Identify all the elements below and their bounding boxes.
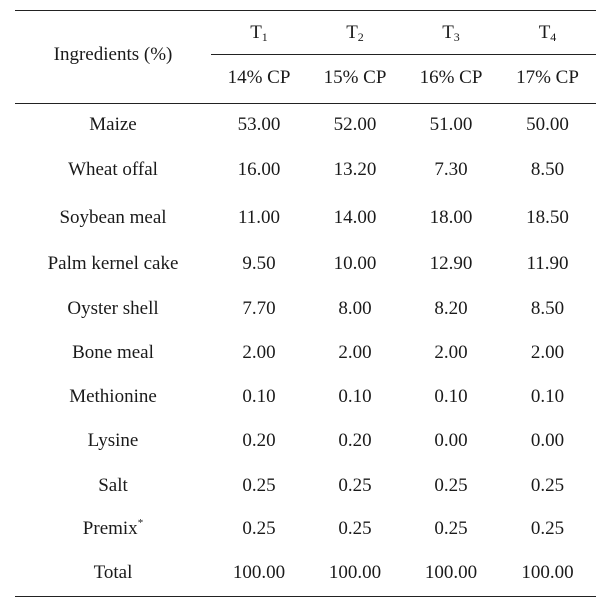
row-value-t1: 53.00 — [237, 114, 281, 135]
row-value-t3: 0.25 — [434, 518, 468, 539]
header-bottom-rule — [15, 103, 596, 104]
row-value-t2: 8.00 — [338, 298, 372, 319]
header-treatment-4: $T_4$ — [538, 22, 557, 44]
row-value-t1: 2.00 — [242, 342, 276, 363]
row-value-t3: 0.00 — [434, 430, 468, 451]
row-value-t4: 0.10 — [530, 386, 565, 407]
row-ingredient: Wheat offal — [68, 159, 158, 180]
row-value-t2: 52.00 — [333, 114, 377, 135]
row-value-t3: 100.00 — [424, 562, 478, 583]
footnote-marker: * — [137, 517, 144, 529]
row-value-t2: 14.00 — [333, 207, 377, 228]
header-treatment-1: $T_1$ — [250, 22, 268, 44]
row-value-t4: 0.25 — [530, 475, 565, 496]
row-value-t1: 100.00 — [232, 562, 286, 583]
row-value-t3: 2.00 — [434, 342, 468, 363]
row-value-t3: 0.10 — [434, 386, 468, 407]
row-value-t3: 18.00 — [429, 207, 473, 228]
row-value-t2: 0.25 — [338, 518, 372, 539]
row-value-t4: 8.50 — [530, 298, 565, 319]
row-value-t1: 0.25 — [242, 475, 276, 496]
row-value-t4: 0.25 — [530, 518, 565, 539]
row-value-t1: 16.00 — [237, 159, 281, 180]
row-value-t3: 7.30 — [434, 159, 468, 180]
row-value-t4: 2.00 — [530, 342, 565, 363]
row-value-t4: 18.50 — [526, 207, 569, 228]
row-value-t4: 8.50 — [530, 159, 565, 180]
table-top-rule — [15, 10, 596, 11]
row-value-t3: 12.90 — [429, 253, 473, 274]
row-ingredient: Salt — [98, 475, 128, 496]
row-value-t4: 11.90 — [526, 253, 569, 274]
row-value-t1: 0.20 — [242, 430, 276, 451]
header-treatment-2: $T_2$ — [346, 22, 364, 44]
row-value-t4: 0.00 — [530, 430, 565, 451]
row-value-t4: 50.00 — [526, 114, 569, 135]
row-value-t3: 0.25 — [434, 475, 468, 496]
row-ingredient: Total — [93, 562, 133, 583]
row-ingredient: Bone meal — [72, 342, 154, 363]
row-ingredient: Methionine — [69, 386, 157, 407]
row-value-t2: 0.25 — [338, 475, 372, 496]
row-ingredient: Lysine — [87, 430, 139, 451]
row-value-t2: 0.20 — [338, 430, 372, 451]
row-value-t1: 9.50 — [242, 253, 276, 274]
row-value-t2: 100.00 — [328, 562, 382, 583]
row-ingredient: Soybean meal — [59, 207, 167, 228]
header-cp-3: 16% CP — [419, 67, 483, 88]
row-ingredient: Maize — [89, 114, 137, 135]
row-ingredient: Palm kernel cake — [47, 253, 179, 274]
header-cp-2: 15% CP — [323, 67, 387, 88]
row-value-t2: 10.00 — [333, 253, 377, 274]
row-value-t1: 7.70 — [242, 298, 276, 319]
header-divider-rule — [211, 54, 596, 55]
header-ingredients-label: Ingredients (%) — [53, 44, 173, 65]
header-treatment-3: $T_3$ — [442, 22, 460, 44]
row-ingredient: Oyster shell — [67, 298, 159, 319]
row-value-t4: 100.00 — [521, 562, 574, 583]
row-value-t3: 51.00 — [429, 114, 473, 135]
row-ingredient: Premix* — [82, 517, 144, 539]
row-value-t1: 0.10 — [242, 386, 276, 407]
header-cp-1: 14% CP — [227, 67, 291, 88]
row-value-t2: 0.10 — [338, 386, 372, 407]
row-value-t2: 2.00 — [338, 342, 372, 363]
row-value-t1: 11.00 — [237, 207, 281, 228]
row-value-t2: 13.20 — [333, 159, 377, 180]
header-cp-4: 17% CP — [516, 67, 579, 88]
row-value-t1: 0.25 — [242, 518, 276, 539]
row-value-t3: 8.20 — [434, 298, 468, 319]
